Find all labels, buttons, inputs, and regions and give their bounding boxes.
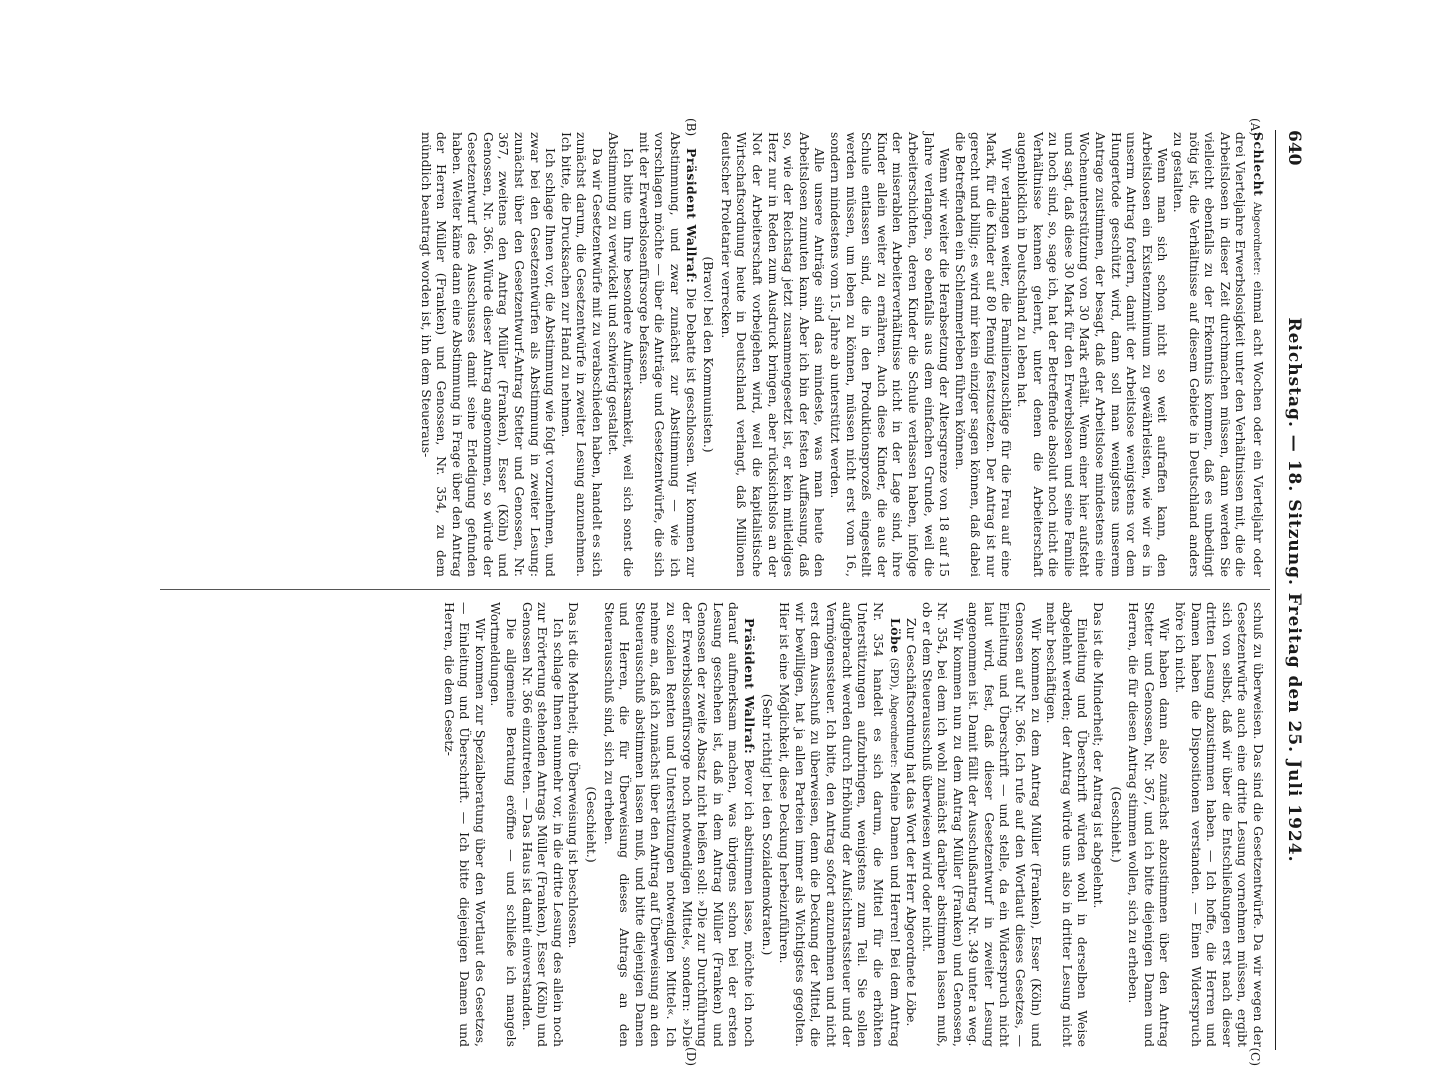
- paragraph: Alle unsere Anträge sind das mindeste, was man heute den Arbeitslosen zumuten kann. Aber ich bin der festen Auffassung, daß so, wie der Reichstag jetzt zusammengesetzt ist, er kein mitleidiges Herz nur in Reden zum Ausdruck bringen, aber rücksichtslos an der Not der Arbeiterschaft vorbeigehen wird, weil die kapitalistische Wirtschaftsordnung heute in Deutschland verlangt, daß Millionen deutscher Proletarier verrecken.: [718, 132, 828, 577]
- page-header: [1274, 130, 1304, 1050]
- paragraph: Einleitung und Überschrift würden wohl in derselben Weise abgelehnt werden; der Antrag würde uns also in dritter Lesung nicht mehr beschäftigen.: [1044, 602, 1091, 1047]
- speaker-name: Präsident Wallraf:: [683, 148, 699, 284]
- margin-marker-d: (D): [684, 1047, 698, 1066]
- speaker-name: Löbe: [888, 618, 904, 654]
- paragraph-text: Bevor ich abstimmen lasse, möchte ich noch darauf aufmerksam machen, was übrigens schon bei der ersten Lesung geschehen ist, daß in dem Antrag Müller (Franken) und Genossen der zweite Absatz nicht heißen soll: »Die zur Durchführung der Erwerbslosenfürsorge noch notwendigen Mittel«, sondern: »Die zu sozialen Renten und Unterstützungen notwendigen Mittel«. Ich nehme an, daß ich zunächst über den Antrag auf Überweisung an den Steuerausschuß abstimmen lassen muß, und bitte diejenigen Damen und Herren, die für Überweisung dieses Antrags an den Steuerausschuß sind, sich zu erheben.: [601, 602, 757, 1047]
- paragraph: Zur Geschäftsordnung hat das Wort der Herr Abgeordnete Löbe.: [903, 618, 919, 1027]
- paragraph: Ich bitte um Ihre besondere Aufmerksamkeit, weil sich sonst die Abstimmung zu verwickelt und schwierig gestaltet.: [605, 132, 637, 577]
- right-column: [441, 602, 1266, 1047]
- left-column: [418, 132, 1266, 577]
- paragraph: [636, 132, 698, 577]
- speaker-name: Schlecht: [1251, 132, 1266, 197]
- page-number: 640: [1284, 130, 1304, 166]
- speaker-name: Präsident Wallraf:: [742, 618, 757, 755]
- paragraph-text: Meine Damen und Herren! Bei dem Antrag Nr. 354 handelt es sich darum, die Mittel für die erhöhten Unterstützungen aufzubringen, wenigstens zum Teil. Sie sollen aufgebracht werden durch Erhöhung der Aufsichtsratssteuer und der Vermögenssteuer. Ich bitte, den Antrag sofort anzunehmen und nicht erst dem Ausschuß zu überweisen, denn die Deckung der Mittel, die wir bewilligen, hat ja allen Parteien immer als Wichtigstes gegolten. Hier ist eine Möglichkeit, diese Deckung herbeizuführen.: [777, 602, 904, 1047]
- header-rule: [1275, 130, 1276, 1050]
- column-divider: [160, 589, 1270, 590]
- paragraph: Wir haben dann also zunächst abzustimmen über den Antrag Stetter und Genossen, Nr. 367, und ich bitte diejenigen Damen und Herren, die für diesen Antrag stimmen wollen, sich zu erheben.: [1126, 602, 1173, 1047]
- scanned-page: [150, 118, 1310, 1066]
- paragraph-text: Die Debatte ist geschlossen. Wir kommen zur Abstimmung, und zwar zunächst zur Abstimmung — wie ich vorschlagen möchte — über die Anträge und Gesetzentwürfe, die sich mit der Erwerbslosenfürsorge befassen.: [636, 132, 699, 577]
- paragraph: Das ist die Minderheit; der Antrag ist abgelehnt.: [1091, 602, 1107, 909]
- margin-marker-a: (A): [1248, 118, 1262, 137]
- paragraph: [601, 602, 757, 1047]
- paragraph-text: einmal acht Wochen oder ein Vierteljahr oder drei Vierteljahre Erwerbslosigkeit unter den Verhältnissen mit, die die Arbeitslosen in dieser Zeit durchmachen müssen, dann werden Sie vielleicht ebenfalls zu der Erkenntnis kommen, daß es unbedingt nötig ist, die Verhältnisse auf diesem Gebiete in Deutschland anders zu gestalten.: [1171, 132, 1266, 577]
- paragraph: Wir verlangen weiter, die Familienzuschläge für die Frau auf eine Mark, für die Kinder auf 80 Pfennig festzusetzen. Der Antrag ist nur gerecht und billig; es wird mir kein einziger sagen können, daß dabei die Betreffenden ein Schlemmerleben führen können.: [952, 132, 1015, 577]
- paragraph: Wir kommen zur Spezialberatung über den Wortlaut des Gesetzes, — Einleitung und Überschrift. — Ich bitte diejenigen Damen und Herren, die dem Gesetz-: [441, 602, 488, 1047]
- paragraph: Da wir Gesetzentwürfe mit zu verabschieden haben, handelt es sich zunächst darum, die Gesetzentwürfe in zweiter Lesung anzunehmen. Ich bitte, die Drucksachen zur Hand zu nehmen.: [558, 132, 606, 577]
- interjection: (Bravo! bei den Kommunisten.): [701, 256, 717, 453]
- paragraph: Ich schlage Ihnen nunmehr vor, in die dritte Lesung des allein noch zur Erörterung stehenden Antrags Müller (Franken), Esser (Köln) und Genossen Nr. 366 einzutreten. — Das Haus ist damit einverstanden.: [519, 602, 566, 1047]
- paragraph: Wir kommen nun zu dem Antrag Müller (Franken) und Genossen, Nr. 354, bei dem ich wohl zunächst darüber abstimmen lassen muß, ob er dem Steuerausschuß überwiesen wird oder nicht.: [919, 602, 966, 1047]
- page-title: Reichstag. — 18. Sitzung. Freitag den 25. Juli 1924.: [1284, 317, 1304, 863]
- paragraph: Ich schlage Ihnen vor, die Abstimmung wie folgt vorzunehmen, und zwar bei den Gesetzentwürfen als Abstimmung in zweiter Lesung: zunächst über den Gesetzentwurf-Antrag Stetter und Genossen, Nr. 367, zweitens den Antrag Müller (Franken), Esser (Köln) und Genossen, Nr. 366. Würde dieser Antrag angenommen, so würde der Gesetzentwurf des Ausschusses damit seine Erledigung gefunden haben. Weiter käme dann eine Abstimmung in Frage über den Antrag der Herren Müller (Franken) und Genossen, Nr. 354, zu dem mündlich beantragt worden ist, ihn dem Steueraus-: [418, 132, 559, 577]
- page-content: [150, 118, 1310, 1066]
- paragraph: Das ist die Mehrheit; die Überweisung ist beschlossen.: [566, 602, 582, 949]
- interjection: (Sehr richtig! bei den Sozialdemokraten.): [759, 693, 775, 956]
- interjection: (Geschieht.): [584, 786, 600, 863]
- speaker-role: (SPD), Abgeordneter:: [888, 657, 900, 768]
- paragraph: Wir kommen zu dem Antrag Müller (Franken), Esser (Köln) und Genossen auf Nr. 366. Ich rufe auf den Wortlaut dieses Gesetzes, — Einleitung und Überschrift — und stelle, da ein Widerspruch nicht laut wird, fest, daß dieser Gesetzentwurf in zweiter Lesung angenommen ist. Damit fällt der Ausschußantrag Nr. 349 unter a weg.: [966, 602, 1044, 1047]
- interjection: (Geschieht.): [1108, 786, 1124, 863]
- margin-marker-c: (C): [1248, 1047, 1262, 1066]
- paragraph: Wenn wir weiter die Herabsetzung der Altersgrenze von 18 auf 15 Jahre verlangen, so ebenfalls aus dem einfachen Grunde, weil die Arbeiterschichten, deren Kinder die Schule verlassen haben, infolge der miserablen Arbeiterverhältnisse nicht in der Lage sind, ihre Kinder allein weiter zu ernähren. Auch diese Kinder, die aus der Schule entlassen sind, die in den Produktionsprozeß eingestellt werden müssen, um leben zu können, müssen nicht erst vom 16., sondern mindestens vom 15. Jahre ab unterstützt werden.: [827, 132, 953, 577]
- speaker-role: Abgeordneter:: [1251, 201, 1262, 276]
- margin-marker-b: (B): [684, 118, 698, 137]
- paragraph: [1170, 132, 1266, 577]
- paragraph: [777, 602, 904, 1047]
- paragraph: Die allgemeine Beratung eröffne — und schließe ich mangels Wortmeldungen.: [488, 602, 520, 1047]
- paragraph: Wenn man sich schon nicht so weit aufraffen kann, den Arbeitslosen ein Existenzminimum zu gewährleisten, wie wir es in unserm Antrag fordern, damit der Arbeitslose wenigstens vor dem Hungertode geschützt wird, dann soll man wenigstens unserem Antrage zustimmen, der besagt, daß der Arbeitslose mindestens eine Wochenunterstützung von 30 Mark erhält. Wenn einer hier aufsteht und sagt, daß diese 30 Mark für den Erwerbslosen und seine Familie zu hoch sind, so, sage ich, hat der Betreffende absolut noch nicht die Verhältnisse kennen gelernt, unter denen die Arbeiterschaft augenblicklich in Deutschland zu leben hat.: [1015, 132, 1171, 577]
- paragraph: schuß zu überweisen. Das sind die Gesetzentwürfe. Da wir wegen der Gesetzentwürfe auch eine dritte Lesung vornehmen müssen, ergibt sich von selbst, daß wir über die Entschließungen erst nach dieser dritten Lesung abzustimmen haben. — Ich hoffe, die Herren und Damen haben die Dispositionen verstanden. — Einen Widerspruch höre ich nicht.: [1173, 602, 1266, 1047]
